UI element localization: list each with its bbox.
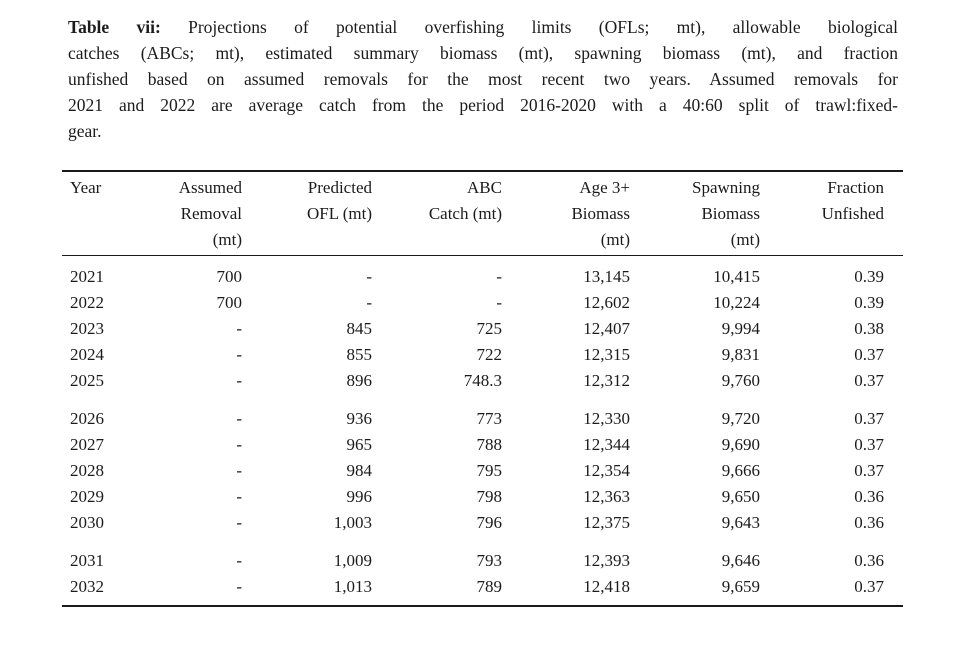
cell-fraction-unfished: 0.36: [854, 487, 884, 506]
cell-predicted-ofl: 1,003: [333, 513, 372, 532]
table-row: [62, 548, 903, 574]
cell-year: 2023: [70, 319, 104, 338]
cell-year: 2028: [70, 461, 104, 480]
column-header-fraction-unfished: [760, 171, 903, 256]
cell-fraction-unfished: 0.37: [854, 577, 884, 596]
cell-spawning-biomass: 9,646: [721, 551, 760, 570]
cell-fraction-unfished: 0.39: [854, 293, 884, 312]
cell-year: 2029: [70, 487, 104, 506]
caption-text: Projections of potential overfishing limits (OFLs; mt), allowable biological: [188, 17, 898, 37]
cell-spawning-biomass: 10,224: [713, 293, 760, 312]
cell-fraction-unfished: 0.36: [854, 513, 884, 532]
caption-line: 2021 and 2022 are average catch from the period 2016-2020 with a 40:60 split of trawl:fixed-: [68, 95, 898, 115]
caption-line: catches (ABCs; mt), estimated summary biomass (mt), spawning biomass (mt), and fraction: [68, 43, 898, 63]
column-header-line: Removal: [180, 204, 242, 223]
cell-fraction-unfished: 0.38: [854, 319, 884, 338]
column-header-line: OFL (mt): [306, 204, 372, 223]
column-header-line: Age 3+: [579, 178, 630, 197]
cell-assumed-removal: -: [236, 577, 242, 596]
table-row: [62, 574, 903, 606]
cell-assumed-removal: -: [236, 487, 242, 506]
cell-assumed-removal: -: [236, 345, 242, 364]
cell-age3-biomass: 12,602: [583, 293, 630, 312]
cell-spawning-biomass: 9,643: [721, 513, 760, 532]
cell-age3-biomass: 12,354: [583, 461, 630, 480]
group-spacer-row: [62, 394, 903, 406]
cell-abc-catch: 793: [476, 551, 502, 570]
table-row: [62, 432, 903, 458]
cell-fraction-unfished: 0.37: [854, 435, 884, 454]
cell-year: 2026: [70, 409, 104, 428]
cell-abc-catch: 788: [476, 435, 502, 454]
cell-year: 2027: [70, 435, 104, 454]
cell-predicted-ofl: 984: [346, 461, 372, 480]
column-header-line: Catch (mt): [428, 204, 502, 223]
table-row: [62, 316, 903, 342]
column-header-line: Fraction: [827, 178, 884, 197]
cell-age3-biomass: 12,315: [583, 345, 630, 364]
column-header-line: (mt): [730, 230, 760, 249]
cell-abc-catch: -: [496, 267, 502, 286]
cell-age3-biomass: 12,363: [583, 487, 630, 506]
cell-age3-biomass: 12,393: [583, 551, 630, 570]
group-spacer-row: [62, 256, 903, 265]
cell-fraction-unfished: 0.37: [854, 345, 884, 364]
cell-abc-catch: 722: [476, 345, 502, 364]
column-header-abc-catch: [372, 171, 502, 256]
column-header-line: Unfished: [821, 204, 884, 223]
cell-abc-catch: 796: [476, 513, 502, 532]
caption-line: [68, 14, 898, 40]
cell-year: 2024: [70, 345, 104, 364]
column-header-line: Year: [70, 178, 102, 197]
table-row: [62, 290, 903, 316]
cell-predicted-ofl: 1,009: [333, 551, 372, 570]
caption-line: gear.: [68, 121, 102, 141]
column-header-predicted-ofl: [242, 171, 372, 256]
cell-fraction-unfished: 0.37: [854, 461, 884, 480]
cell-predicted-ofl: 965: [346, 435, 372, 454]
column-header-line: ABC: [467, 178, 502, 197]
cell-year: 2030: [70, 513, 104, 532]
cell-year: 2025: [70, 371, 104, 390]
cell-age3-biomass: 12,312: [583, 371, 630, 390]
column-header-line: Biomass: [701, 204, 760, 223]
column-header-line: Spawning: [692, 178, 760, 197]
column-header-line: (mt): [212, 230, 242, 249]
table-row: [62, 264, 903, 290]
cell-predicted-ofl: 855: [346, 345, 372, 364]
projections-table: [62, 170, 903, 607]
cell-abc-catch: 748.3: [463, 371, 502, 390]
cell-age3-biomass: 12,418: [583, 577, 630, 596]
column-header-age3-biomass: [502, 171, 630, 256]
cell-predicted-ofl: 845: [346, 319, 372, 338]
column-header-line: Biomass: [571, 204, 630, 223]
cell-spawning-biomass: 9,650: [721, 487, 760, 506]
group-spacer-cell: [62, 256, 903, 265]
cell-age3-biomass: 12,344: [583, 435, 630, 454]
table-row: [62, 368, 903, 394]
column-header-line: (mt): [600, 230, 630, 249]
cell-spawning-biomass: 9,831: [721, 345, 760, 364]
cell-abc-catch: 773: [476, 409, 502, 428]
cell-spawning-biomass: 10,415: [713, 267, 760, 286]
cell-predicted-ofl: 1,013: [333, 577, 372, 596]
cell-fraction-unfished: 0.36: [854, 551, 884, 570]
cell-year: 2031: [70, 551, 104, 570]
cell-spawning-biomass: 9,760: [721, 371, 760, 390]
cell-age3-biomass: 12,407: [583, 319, 630, 338]
cell-assumed-removal: -: [236, 435, 242, 454]
cell-assumed-removal: -: [236, 371, 242, 390]
column-header-line: Predicted: [307, 178, 372, 197]
cell-abc-catch: 795: [476, 461, 502, 480]
cell-abc-catch: -: [496, 293, 502, 312]
group-spacer-row: [62, 536, 903, 548]
cell-age3-biomass: 12,375: [583, 513, 630, 532]
caption-label: Table vii:: [68, 17, 161, 37]
cell-abc-catch: 789: [476, 577, 502, 596]
cell-year: 2022: [70, 293, 104, 312]
cell-assumed-removal: -: [236, 461, 242, 480]
cell-assumed-removal: -: [236, 551, 242, 570]
table-row: [62, 458, 903, 484]
cell-spawning-biomass: 9,659: [721, 577, 760, 596]
cell-age3-biomass: 12,330: [583, 409, 630, 428]
cell-assumed-removal: 700: [216, 293, 242, 312]
cell-abc-catch: 725: [476, 319, 502, 338]
column-header-assumed-removal: [122, 171, 242, 256]
column-header-year: [62, 171, 122, 256]
cell-predicted-ofl: 936: [346, 409, 372, 428]
cell-fraction-unfished: 0.37: [854, 371, 884, 390]
table-row: [62, 406, 903, 432]
cell-assumed-removal: 700: [216, 267, 242, 286]
cell-assumed-removal: -: [236, 513, 242, 532]
cell-spawning-biomass: 9,666: [721, 461, 760, 480]
cell-predicted-ofl: -: [366, 267, 372, 286]
table-row: [62, 510, 903, 536]
table-row: [62, 484, 903, 510]
cell-predicted-ofl: 996: [346, 487, 372, 506]
cell-assumed-removal: -: [236, 319, 242, 338]
column-header-line: Assumed: [178, 178, 242, 197]
cell-spawning-biomass: 9,690: [721, 435, 760, 454]
cell-year: 2021: [70, 267, 104, 286]
cell-fraction-unfished: 0.39: [854, 267, 884, 286]
cell-age3-biomass: 13,145: [583, 267, 630, 286]
column-header-spawning-biomass: [630, 171, 760, 256]
table-body: [62, 256, 903, 607]
table-header-row: [62, 171, 903, 256]
cell-year: 2032: [70, 577, 104, 596]
group-spacer-cell: [62, 536, 903, 548]
cell-abc-catch: 798: [476, 487, 502, 506]
cell-assumed-removal: -: [236, 409, 242, 428]
cell-spawning-biomass: 9,994: [721, 319, 760, 338]
cell-spawning-biomass: 9,720: [721, 409, 760, 428]
cell-predicted-ofl: 896: [346, 371, 372, 390]
cell-fraction-unfished: 0.37: [854, 409, 884, 428]
projections-table-container: [62, 170, 968, 607]
caption-line: unfished based on assumed removals for the most recent two years. Assumed removals for: [68, 69, 898, 89]
group-spacer-cell: [62, 394, 903, 406]
table-row: [62, 342, 903, 368]
table-caption: [68, 14, 898, 144]
cell-predicted-ofl: -: [366, 293, 372, 312]
